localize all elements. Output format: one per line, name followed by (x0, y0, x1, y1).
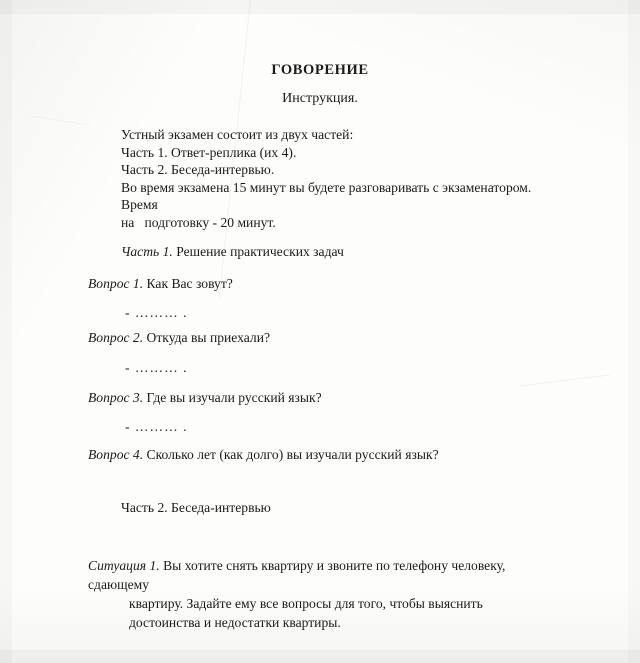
question-2 (88, 330, 270, 346)
part-1-label: Часть 1. (121, 244, 173, 259)
answer-3-blank: - ……… . (125, 419, 188, 434)
answer-2-blank: - ……… . (125, 360, 188, 375)
question-1 (88, 276, 233, 292)
situation-block (88, 556, 548, 632)
instruction-line-3: Часть 2. Беседа-интервью. (121, 162, 275, 177)
situation-line-3: достоинства и недостатки квартиры. (129, 615, 341, 630)
situation-line-2: квартиру. Задайте ему все вопросы для того, чтобы выяснить (129, 596, 483, 611)
part-2-heading: Часть 2. Беседа-интервью (121, 500, 271, 515)
question-2-text: Откуда вы приехали? (146, 330, 271, 345)
question-1-label: Вопрос 1. (88, 276, 144, 291)
paper-crease-3 (30, 115, 89, 125)
question-4-label: Вопрос 4. (88, 447, 144, 462)
question-3-text: Где вы изучали русский язык? (146, 390, 322, 405)
part-1-heading (121, 244, 344, 260)
answer-1-blank: - ……… . (125, 305, 188, 320)
instruction-line-5: на подготовку - 20 минут. (121, 214, 276, 230)
question-4 (88, 447, 439, 463)
question-1-text: Как Вас зовут? (146, 276, 233, 291)
instructions-block (121, 126, 571, 231)
paper-crease-2 (520, 375, 609, 387)
question-3 (88, 390, 322, 406)
situation-line-1: Вы хотите снять квартиру и звоните по телефону человеку, сдающему (88, 558, 506, 592)
paper-shading-top (0, 0, 640, 14)
instruction-line-2: Часть 1. Ответ-реплика (их 4). (121, 144, 297, 160)
document-title: ГОВОРЕНИЕ (271, 62, 369, 78)
part-1-title: Решение практических задач (176, 244, 344, 259)
question-2-label: Вопрос 2. (88, 330, 144, 345)
situation-label: Ситуация 1. (88, 558, 160, 573)
paper-shading-bottom (0, 650, 640, 663)
instruction-line-4: Во время экзамена 15 минут вы будете разговаривать с экзаменатором. Время (121, 179, 535, 212)
question-4-text: Сколько лет (как долго) вы изучали русский язык? (146, 447, 439, 462)
question-3-label: Вопрос 3. (88, 390, 144, 405)
instruction-line-1: Устный экзамен состоит из двух частей: (121, 127, 354, 142)
document-subtitle: Инструкция. (282, 91, 358, 106)
